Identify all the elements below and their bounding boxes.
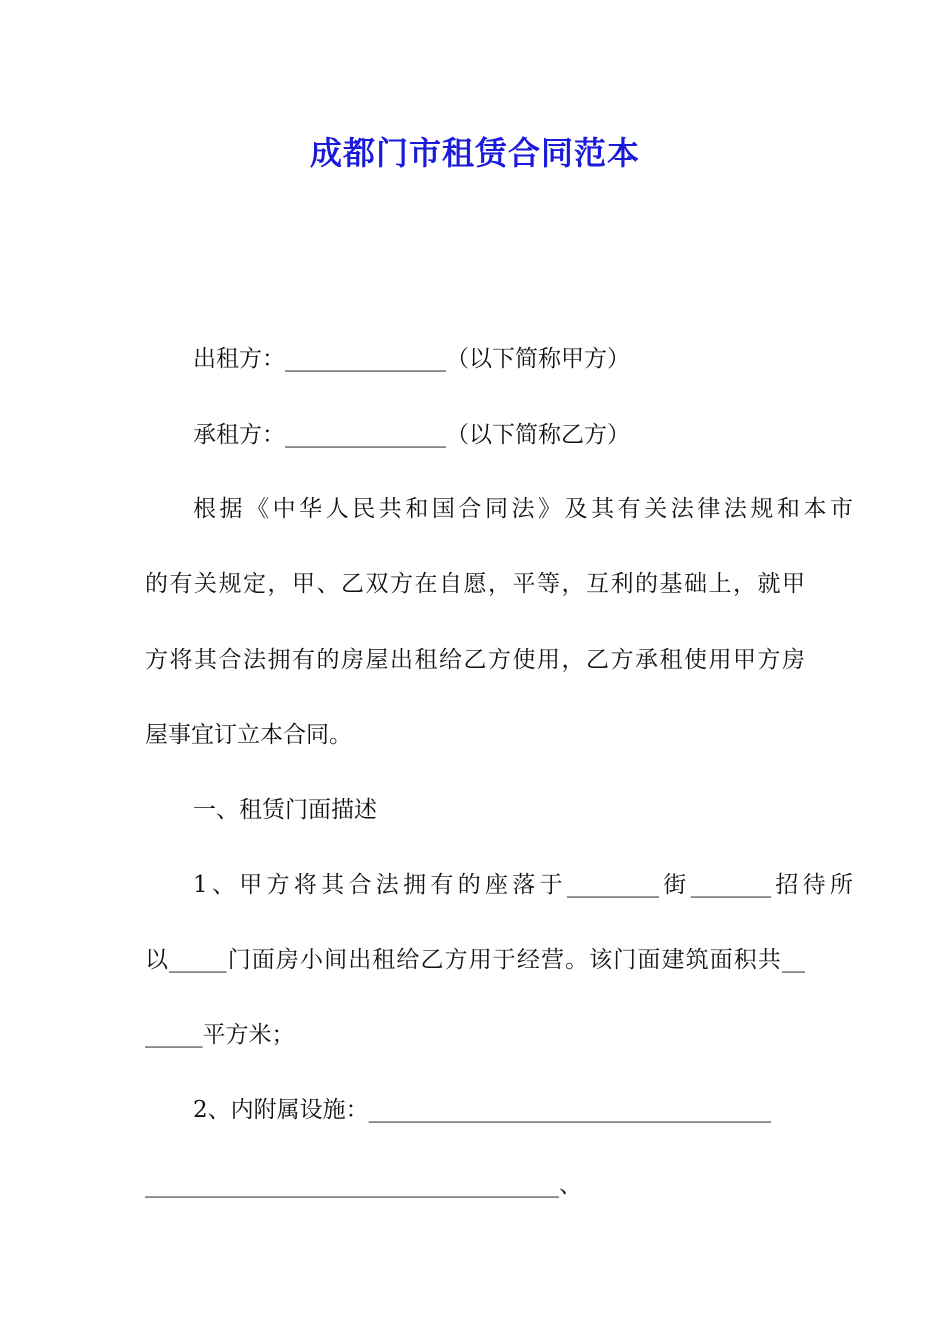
document-title: 成都门市租赁合同范本 xyxy=(309,134,640,172)
paragraph-line: 根据《中华人民共和国合同法》及其有关法律法规和本市 xyxy=(193,496,853,522)
lessor-line: 出租方：______________（以下简称甲方） xyxy=(193,346,630,372)
section-heading: 一、租赁门面描述 xyxy=(193,797,377,823)
clause-line: 2、内附属设施：___________________________________ xyxy=(193,1097,772,1123)
clause-line: ____________________________________、 xyxy=(145,1172,582,1198)
paragraph-line: 方将其合法拥有的房屋出租给乙方使用，乙方承租使用甲方房 xyxy=(145,647,805,673)
lessee-line: 承租方：______________（以下简称乙方） xyxy=(193,422,630,448)
paragraph-line: 的有关规定，甲、乙双方在自愿，平等，互利的基础上，就甲 xyxy=(145,571,805,597)
clause-line: 以_____门面房小间出租给乙方用于经营。该门面建筑面积共__ xyxy=(145,947,805,973)
clause-line: _____平方米； xyxy=(145,1022,295,1048)
clause-line: 1、甲方将其合法拥有的座落于________街_______招待所 xyxy=(193,872,853,898)
paragraph-line: 屋事宜订立本合同。 xyxy=(145,722,352,748)
